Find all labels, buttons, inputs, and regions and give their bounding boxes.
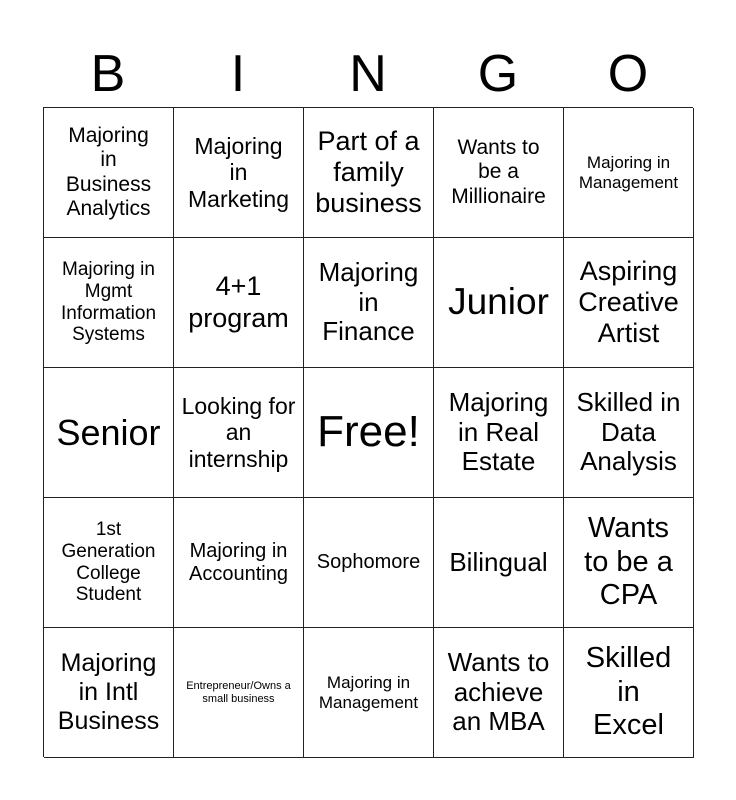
cell-label: Majoring in Management (318, 672, 419, 712)
bingo-cell-r4-c4[interactable] (434, 498, 564, 628)
cell-label: 4+1 program (188, 271, 289, 333)
cell-label: Majoring in Marketing (188, 132, 289, 212)
bingo-cell-r3-c3[interactable] (304, 368, 434, 498)
bingo-cell-r1-c2[interactable] (174, 108, 304, 238)
cell-label: Majoring in Finance (318, 256, 419, 347)
bingo-header (43, 40, 693, 108)
bingo-cell-r1-c1[interactable] (44, 108, 174, 238)
cell-label: Sophomore (316, 551, 421, 573)
bingo-cell-r2-c4[interactable] (434, 238, 564, 368)
cell-label: Wants to be a Millionaire (451, 136, 546, 208)
cell-label: Wants to achieve an MBA (447, 646, 550, 737)
bingo-cell-r1-c4[interactable] (434, 108, 564, 238)
cell-label: Majoring in Intl Business (57, 649, 160, 735)
header-letter-n: N (349, 45, 387, 103)
bingo-cell-r5-c2[interactable] (174, 628, 304, 758)
bingo-cell-r3-c5[interactable] (564, 368, 694, 498)
bingo-cell-r2-c3[interactable] (304, 238, 434, 368)
bingo-cell-r3-c4[interactable] (434, 368, 564, 498)
bingo-cell-r4-c3[interactable] (304, 498, 434, 628)
cell-label: Free! (317, 407, 420, 457)
cell-label: Aspiring Creative Artist (578, 255, 679, 349)
cell-label: Junior (448, 281, 549, 323)
bingo-cell-r5-c5[interactable] (564, 628, 694, 758)
cell-label: Majoring in Business Analytics (65, 124, 152, 220)
bingo-cell-r5-c3[interactable] (304, 628, 434, 758)
cell-label: Skilled in Excel (585, 642, 672, 742)
bingo-cell-r1-c5[interactable] (564, 108, 694, 238)
bingo-cell-r4-c5[interactable] (564, 498, 694, 628)
bingo-cell-r4-c1[interactable] (44, 498, 174, 628)
bingo-cell-r4-c2[interactable] (174, 498, 304, 628)
bingo-cell-r3-c1[interactable] (44, 368, 174, 498)
bingo-cell-r5-c1[interactable] (44, 628, 174, 758)
cell-label: Entrepreneur/Owns a small business (186, 679, 291, 705)
cell-label: Senior (56, 411, 161, 453)
bingo-board (43, 107, 693, 757)
cell-label: Skilled in Data Analysis (576, 386, 681, 477)
header-letter-o: O (607, 45, 649, 103)
bingo-cell-r5-c4[interactable] (434, 628, 564, 758)
bingo-cell-r3-c2[interactable] (174, 368, 304, 498)
cell-label: Part of a family business (315, 125, 422, 219)
bingo-cell-r2-c2[interactable] (174, 238, 304, 368)
cell-label: 1st Generation College Student (61, 518, 156, 606)
cell-label: Majoring in Accounting (189, 539, 288, 585)
cell-label: Majoring in Management (578, 152, 679, 192)
cell-label: Looking for an internship (181, 392, 296, 472)
header-letter-g: G (477, 45, 519, 103)
header-letter-b: B (90, 45, 126, 103)
cell-label: Majoring in Mgmt Information Systems (60, 258, 157, 346)
cell-label: Wants to be a CPA (584, 512, 673, 612)
cell-label: Bilingual (449, 546, 548, 577)
cell-label: Majoring in Real Estate (448, 386, 549, 477)
bingo-cell-r2-c5[interactable] (564, 238, 694, 368)
bingo-cell-r1-c3[interactable] (304, 108, 434, 238)
header-letter-i: I (230, 45, 246, 103)
bingo-cell-r2-c1[interactable] (44, 238, 174, 368)
